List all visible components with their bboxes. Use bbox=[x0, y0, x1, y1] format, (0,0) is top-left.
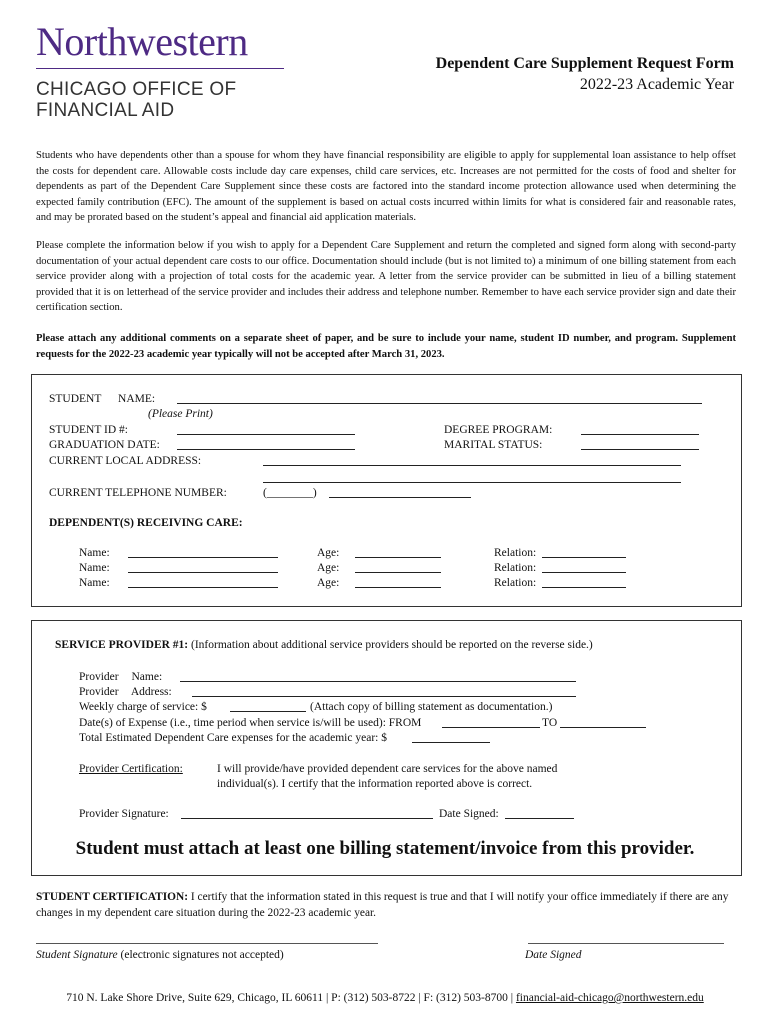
dependent-relation-field[interactable] bbox=[542, 575, 626, 588]
dependent-age-field[interactable] bbox=[355, 545, 441, 558]
student-certification-heading: STUDENT CERTIFICATION: bbox=[36, 891, 189, 903]
local-address-field-2[interactable] bbox=[263, 470, 681, 483]
intro-paragraph-2: Please complete the information below if you wish to apply for a Dependent Care Supplement and return the completed and signed form along with second-party documentation of your actual dependent care costs to our office. Documentation should include (but is not limited to) a minimum of one billing statement from each service provider along with a projection of total costs for the academic year. A letter from the service provider can be submitted in lieu of a billing statement provided that it is on letterhead of the service provider and includes their address and telephone number. Remember to have each service provider sign and date their certification section. bbox=[36, 240, 736, 314]
student-signature-caption bbox=[36, 948, 284, 962]
dependent-age-label: Age: bbox=[317, 547, 340, 559]
student-certification bbox=[36, 889, 736, 921]
dependent-name-field[interactable] bbox=[128, 545, 278, 558]
telephone-field[interactable] bbox=[329, 485, 471, 498]
marital-status-label: MARITAL STATUS: bbox=[444, 439, 543, 451]
dependent-name-label: Name: bbox=[79, 577, 110, 589]
dependents-heading: DEPENDENT(S) RECEIVING CARE: bbox=[49, 517, 243, 529]
dependent-relation-label: Relation: bbox=[494, 562, 537, 574]
dependent-relation-label: Relation: bbox=[494, 547, 537, 559]
provider-address-field[interactable] bbox=[192, 684, 576, 697]
marital-status-field[interactable] bbox=[581, 437, 699, 450]
degree-program-label: DEGREE PROGRAM: bbox=[444, 424, 553, 436]
local-address-field-1[interactable] bbox=[263, 453, 681, 466]
student-date-signed-label: Date Signed bbox=[525, 949, 582, 961]
dependent-age-label: Age: bbox=[317, 577, 340, 589]
student-signature-note: (electronic signatures not accepted) bbox=[117, 949, 284, 961]
provider-address-label: Provider Address: bbox=[79, 686, 172, 698]
expense-from-field[interactable] bbox=[442, 715, 540, 728]
attach-notice: Please attach any additional comments on a separate sheet of paper, and be sure to include your name, student ID number, and program. Supplement requests for the 2022-23 academic year typically will not be accepted after March 31, 2023. bbox=[36, 333, 736, 360]
student-id-label: STUDENT ID #: bbox=[49, 424, 129, 436]
dependent-name-field[interactable] bbox=[128, 575, 278, 588]
provider-name-label: Provider Name: bbox=[79, 671, 163, 683]
footer-address: 710 N. Lake Shore Drive, Suite 629, Chicago, IL 60611 | P: (312) 503-8722 | F: (312) 503-8700 | bbox=[66, 992, 516, 1004]
expense-dates-label: Date(s) of Expense (i.e., time period when service is/will be used): FROM bbox=[79, 717, 422, 729]
weekly-charge-field[interactable] bbox=[230, 699, 306, 712]
weekly-charge-label: Weekly charge of service: $ bbox=[79, 701, 207, 713]
dependent-age-field[interactable] bbox=[355, 560, 441, 573]
dependent-name-label: Name: bbox=[79, 562, 110, 574]
provider-certification-line1: I will provide/have provided dependent care services for the above named bbox=[217, 763, 558, 775]
provider-date-signed-field[interactable] bbox=[505, 806, 574, 819]
billing-statement-note: Student must attach at least one billing statement/invoice from this provider. bbox=[75, 838, 695, 859]
form-title: Dependent Care Supplement Request Form bbox=[435, 55, 734, 72]
telephone-label: CURRENT TELEPHONE NUMBER: bbox=[49, 487, 227, 499]
total-expenses-label: Total Estimated Dependent Care expenses for the academic year: $ bbox=[79, 732, 387, 744]
dependent-relation-label: Relation: bbox=[494, 577, 537, 589]
footer-email-link[interactable]: financial-aid-chicago@northwestern.edu bbox=[515, 992, 704, 1004]
provider-date-signed-label: Date Signed: bbox=[439, 808, 499, 820]
dependent-relation-field[interactable] bbox=[542, 560, 626, 573]
student-name-field[interactable] bbox=[177, 391, 702, 404]
student-date-signed-field[interactable] bbox=[528, 943, 724, 944]
dependent-age-label: Age: bbox=[317, 562, 340, 574]
intro-paragraph-1: Students who have dependents other than a spouse for whom they have financial responsibility are eligible to apply for supplemental loan assistance to help offset the costs for dependent care. Allowable costs include day care expenses, child care services, etc. Increases are not permitted for the costs of food and shelter for dependents as part of the Dependent Care Supplement since these costs are factored into the standard income protection allowance used when determining the expected family contribution (EFC). The amount of the supplement is based on actual costs incurred within limits for what is considered fair and reasonable rates, and may be prorated based on the student’s appeal and financial aid application materials. bbox=[36, 150, 736, 224]
provider-name-field[interactable] bbox=[180, 669, 576, 682]
provider-certification-label: Provider Certification: bbox=[79, 763, 183, 775]
dependent-age-field[interactable] bbox=[355, 575, 441, 588]
student-signature-field[interactable] bbox=[36, 943, 378, 944]
dependent-name-label: Name: bbox=[79, 547, 110, 559]
dependent-row bbox=[0, 576, 770, 592]
dependent-relation-field[interactable] bbox=[542, 545, 626, 558]
dependent-name-field[interactable] bbox=[128, 560, 278, 573]
provider-heading-note: (Information about additional service providers should be reported on the reverse side.) bbox=[191, 639, 593, 651]
weekly-charge-note: (Attach copy of billing statement as documentation.) bbox=[310, 701, 553, 713]
office-name bbox=[36, 79, 236, 121]
logo-rule bbox=[36, 68, 284, 69]
provider-certification-line2: individual(s). I certify that the information reported above is correct. bbox=[217, 778, 533, 790]
expense-to-field[interactable] bbox=[560, 715, 646, 728]
local-address-label: CURRENT LOCAL ADDRESS: bbox=[49, 455, 202, 467]
provider-signature-field[interactable] bbox=[181, 806, 433, 819]
graduation-date-label: GRADUATION DATE: bbox=[49, 439, 160, 451]
academic-year: 2022-23 Academic Year bbox=[579, 76, 734, 93]
northwestern-logo: Northwestern bbox=[36, 19, 248, 64]
student-name-label: STUDENT NAME: bbox=[49, 393, 156, 405]
expense-to-label: TO bbox=[542, 717, 558, 729]
provider-heading-title: SERVICE PROVIDER #1: bbox=[55, 639, 189, 651]
office-name-line1: CHICAGO OFFICE OF bbox=[36, 79, 237, 100]
area-code-field[interactable]: (________) bbox=[263, 487, 317, 499]
student-signature-label: Student Signature bbox=[36, 949, 118, 961]
student-id-field[interactable] bbox=[177, 422, 355, 435]
graduation-date-field[interactable] bbox=[177, 437, 355, 450]
total-expenses-field[interactable] bbox=[412, 730, 490, 743]
footer-contact bbox=[0, 992, 770, 1004]
degree-program-field[interactable] bbox=[581, 422, 699, 435]
student-certification-text: I certify that the information stated in this request is true and that I will notify your office immediately if there are any changes in my dependent care situation during the 2022-23 academic year. bbox=[36, 891, 729, 919]
office-name-line2: FINANCIAL AID bbox=[36, 100, 175, 121]
print-hint: (Please Print) bbox=[148, 408, 213, 420]
provider-heading bbox=[55, 638, 593, 652]
provider-signature-label: Provider Signature: bbox=[79, 808, 169, 820]
